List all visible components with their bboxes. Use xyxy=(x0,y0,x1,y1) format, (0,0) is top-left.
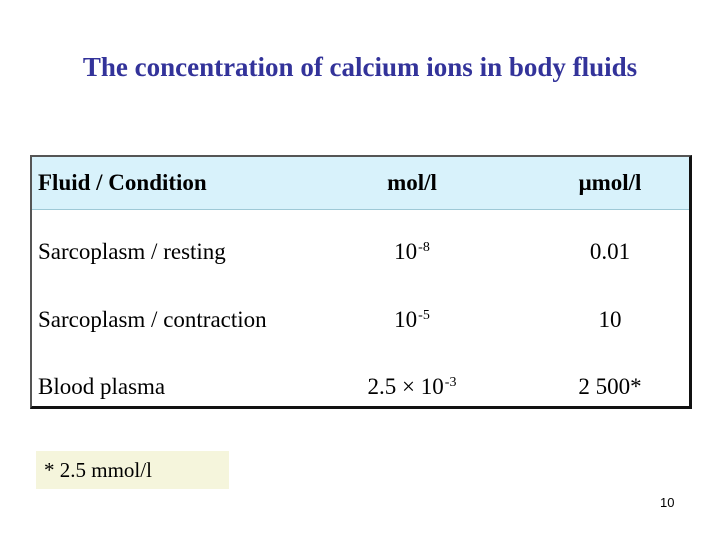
table-row xyxy=(32,362,689,412)
umol-cell: 10 xyxy=(598,307,622,332)
header-mol-per-liter: mol/l xyxy=(387,170,437,195)
fluid-cell: Sarcoplasm / contraction xyxy=(38,307,267,332)
mol-base: 10 xyxy=(394,307,418,332)
mol-cell: 10 $^{-5}$ xyxy=(394,307,430,332)
table-row xyxy=(32,227,689,277)
table-row xyxy=(32,295,689,345)
mol-cell: 2.5 × 10 $^{-3}$ xyxy=(367,374,457,399)
header-umol-per-liter: μmol/l xyxy=(578,170,642,195)
mol-cell: 10 $^{-8}$ xyxy=(394,239,430,264)
umol-cell: 0.01 xyxy=(589,239,631,264)
footnote: * 2.5 mmol/l xyxy=(36,451,229,489)
umol-cell: 2 500* xyxy=(578,374,642,399)
mol-base: 10 xyxy=(394,239,418,264)
slide-title: The concentration of calcium ions in body fluids xyxy=(82,52,638,82)
fluid-cell: Blood plasma xyxy=(38,374,166,399)
mol-base: 2.5 × 10 xyxy=(367,374,444,399)
fluid-cell: Sarcoplasm / resting xyxy=(38,239,226,264)
header-fluid-condition: Fluid / Condition xyxy=(38,170,207,195)
table-header-row xyxy=(32,157,689,210)
page-number: 10 xyxy=(660,495,675,510)
calcium-concentration-table xyxy=(30,155,692,409)
